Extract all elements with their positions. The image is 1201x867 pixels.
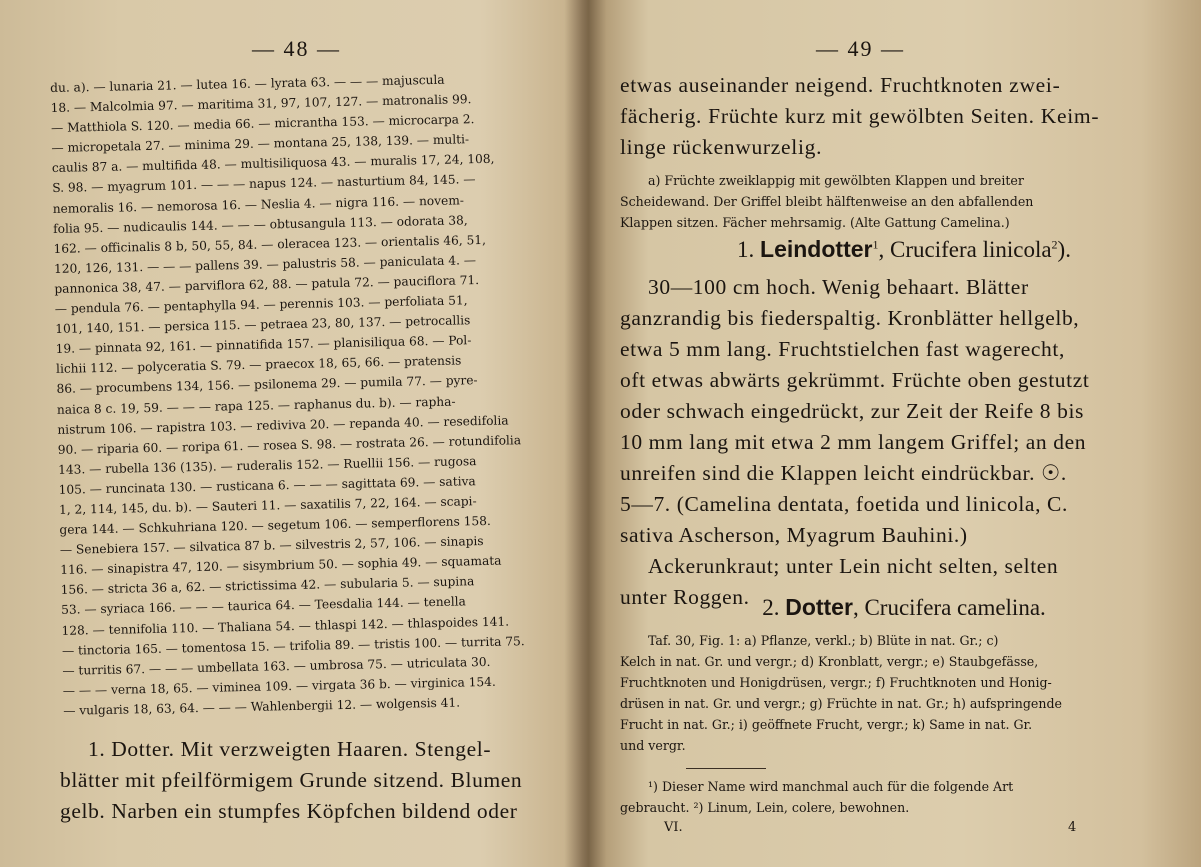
index-line: — vulgaris 18, 63, 64. — — — Wahlenbergii 12. — wolgensis 41.: [63, 695, 461, 718]
text-line: 5—7. (Camelina dentata, foetida und linicola, C.: [620, 492, 1068, 516]
index-line: 128. — tennifolia 110. — Thaliana 54. — thlaspi 142. — thlaspoides 141.: [61, 614, 510, 638]
species-index: [50, 67, 573, 721]
text-line: 10 mm lang mit etwa 2 mm langem Griffel; an den: [620, 430, 1087, 454]
index-line: 19. — pinnata 92, 161. — pinnatifida 157. — planisiliqua 68. — Pol-: [55, 333, 472, 357]
text-line: Taf. 30, Fig. 1: a) Pflanze, verkl.; b) Blüte in nat. Gr.; c): [648, 633, 999, 648]
text-line: ganzrandig bis fiederspaltig. Kronblätter hellgelb,: [620, 306, 1080, 330]
index-line: 18. — Malcolmia 97. — maritima 31, 97, 107, 127. — matronalis 99.: [50, 92, 472, 116]
index-line: lichii 112. — polyceratia S. 79. — praecox 18, 65, 66. — pratensis: [55, 353, 462, 377]
text-line: etwas auseinander neigend. Fruchtknoten zwei-: [620, 73, 1061, 97]
index-line: gera 144. — Schkuhriana 120. — segetum 106. — semperflorens 158.: [59, 513, 491, 537]
genus-description: [60, 734, 560, 827]
text-line: Klappen sitzen. Fächer mehrsamig. (Alte Gattung Camelina.): [620, 215, 1010, 230]
index-line: folia 95. — nudicaulis 144. — — — obtusangula 113. — odorata 38,: [53, 212, 468, 236]
index-line: — Senebiera 157. — silvatica 87 b. — silvestris 2, 57, 106. — sinapis: [59, 534, 484, 558]
text-line: sativa Ascherson, Myagrum Bauhini.): [620, 523, 968, 547]
index-line: 53. — syriaca 166. — — — taurica 64. — Teesdalia 144. — tenella: [61, 594, 467, 618]
text-line: Kelch in nat. Gr. und vergr.; d) Kronblatt, vergr.; e) Staubgefässe,: [620, 654, 1039, 669]
index-line: — turritis 67. — — — umbellata 163. — umbrosa 75. — utriculata 30.: [62, 654, 491, 678]
genus-description-continued: [620, 70, 1180, 163]
index-line: 105. — runcinata 130. — rusticana 6. — — — sagittata 69. — sativa: [58, 474, 476, 497]
text-line: blätter mit pfeilförmigem Grunde sitzend. Blumen: [60, 768, 523, 792]
index-line: 90. — riparia 60. — roripa 61. — rosea S. 98. — rostrata 26. — rotundifolia: [57, 432, 522, 457]
index-line: 86. — procumbens 134, 156. — psilonema 29. — pumila 77. — pyre-: [56, 373, 478, 397]
text-line: Scheidewand. Der Griffel bleibt hälftenweise an den abfallenden: [620, 194, 1034, 209]
text-line: unter Roggen.: [620, 585, 750, 609]
index-line: 116. — sinapistra 47, 120. — sisymbrium 50. — sophia 49. — squamata: [60, 553, 502, 578]
text-line: drüsen in nat. Gr. und vergr.; g) Früchte in nat. Gr.; h) aufspringende: [620, 696, 1063, 711]
page-number: — 48 —: [252, 36, 341, 61]
index-line: — Matthiola S. 120. — media 66. — micrantha 153. — microcarpa 2.: [50, 112, 475, 136]
signature-number: 4: [1068, 820, 1077, 835]
index-line: 143. — rubella 136 (135). — ruderalis 152. — Ruellii 156. — rugosa: [58, 453, 477, 477]
text-line: etwa 5 mm lang. Fruchtstielchen fast wagerecht,: [620, 337, 1065, 361]
text-line: a) Früchte zweiklappig mit gewölbten Klappen und breiter: [648, 173, 1024, 188]
text-line: und vergr.: [620, 738, 686, 753]
species-heading-dotter: 2. Dotter, Crucifera camelina.: [762, 594, 1046, 620]
text-line: Ackerunkraut; unter Lein nicht selten, selten: [648, 554, 1059, 578]
index-line: — tinctoria 165. — tomentosa 15. — trifolia 89. — tristis 100. — turrita 75.: [61, 633, 525, 658]
signature-mark: VI.: [664, 820, 683, 835]
index-line: nemoralis 16. — nemorosa 16. — Neslia 4. — nigra 116. — novem-: [52, 192, 465, 216]
index-line: 120, 126, 131. — — — pallens 39. — palustris 58. — paniculata 4. —: [53, 252, 477, 276]
index-line: nistrum 106. — rapistra 103. — rediviva 20. — repanda 40. — resedifolia: [57, 413, 509, 437]
species-name: Leindotter: [760, 236, 873, 262]
text-line: 30—100 cm hoch. Wenig behaart. Blätter: [648, 275, 1029, 299]
footnote-rule: [686, 768, 766, 769]
right-page: [586, 0, 1201, 867]
text-line: oft etwas abwärts gekrümmt. Früchte oben gestutzt: [620, 368, 1090, 392]
footnotes: [620, 776, 1180, 818]
index-line: naica 8 c. 19, 59. — — — rapa 125. — raphanus du. b). — rapha-: [56, 394, 456, 417]
text-line: fächerig. Früchte kurz mit gewölbten Seiten. Keim-: [620, 104, 1100, 128]
text-line: Frucht in nat. Gr.; i) geöffnete Frucht, vergr.; k) Same in nat. Gr.: [620, 717, 1033, 732]
page-number: — 49 —: [816, 36, 905, 61]
species-heading-leindotter: 1. Leindotter$^1$, Crucifera linicola$^2$).: [737, 236, 1071, 262]
index-line: pannonica 38, 47. — parviflora 62, 88. — patula 72. — pauciflora 71.: [54, 272, 480, 296]
index-line: caulis 87 a. — multifida 48. — multisiliquosa 43. — muralis 17, 24, 108,: [51, 152, 495, 176]
index-line: 1, 2, 114, 145, du. b). — Sauteri 11. — saxatilis 7, 22, 164. — scapi-: [58, 494, 477, 517]
text-line: unreifen sind die Klappen leicht eindrückbar. ☉.: [620, 461, 1067, 485]
species-description: [620, 272, 1180, 613]
index-line: — — — verna 18, 65. — viminea 109. — virgata 36 b. — virginica 154.: [62, 674, 496, 698]
index-line: S. 98. — myagrum 101. — — — napus 124. — nasturtium 84, 145. —: [52, 172, 476, 196]
index-line: — micropetala 27. — minima 29. — montana 25, 138, 139. — multi-: [51, 132, 470, 156]
index-line: 156. — stricta 36 a, 62. — strictissima 42. — subularia 5. — supina: [60, 574, 475, 598]
index-line: 101, 140, 151. — persica 115. — petraea 23, 80, 137. — petrocallis: [55, 313, 471, 337]
index-line: du. a). — lunaria 21. — lutea 16. — lyrata 63. — — — majuscula: [50, 72, 445, 95]
text-line: oder schwach eingedrückt, zur Zeit der Reife 8 bis: [620, 399, 1085, 423]
text-line: 1. Dotter. Mit verzweigten Haaren. Stengel-: [88, 737, 492, 761]
footnote-line: ¹) Dieser Name wird manchmal auch für die folgende Art: [648, 779, 1014, 794]
left-page: [0, 0, 584, 867]
text-line: linge rückenwurzelig.: [620, 135, 823, 159]
plate-reference: [620, 630, 1180, 756]
text-line: gelb. Narben ein stumpfes Köpfchen bildend oder: [60, 799, 518, 823]
species-name: Dotter: [785, 594, 853, 620]
index-line: 162. — officinalis 8 b, 50, 55, 84. — oleracea 123. — orientalis 46, 51,: [53, 232, 487, 256]
text-line: Fruchtknoten und Honigdrüsen, vergr.; f) Fruchtknoten und Honig-: [620, 675, 1052, 690]
subsection-note: [620, 170, 1180, 233]
footnote-line: gebraucht. ²) Linum, Lein, colere, bewohnen.: [620, 800, 910, 815]
index-line: — pendula 76. — pentaphylla 94. — perennis 103. — perfoliata 51,: [54, 293, 468, 316]
